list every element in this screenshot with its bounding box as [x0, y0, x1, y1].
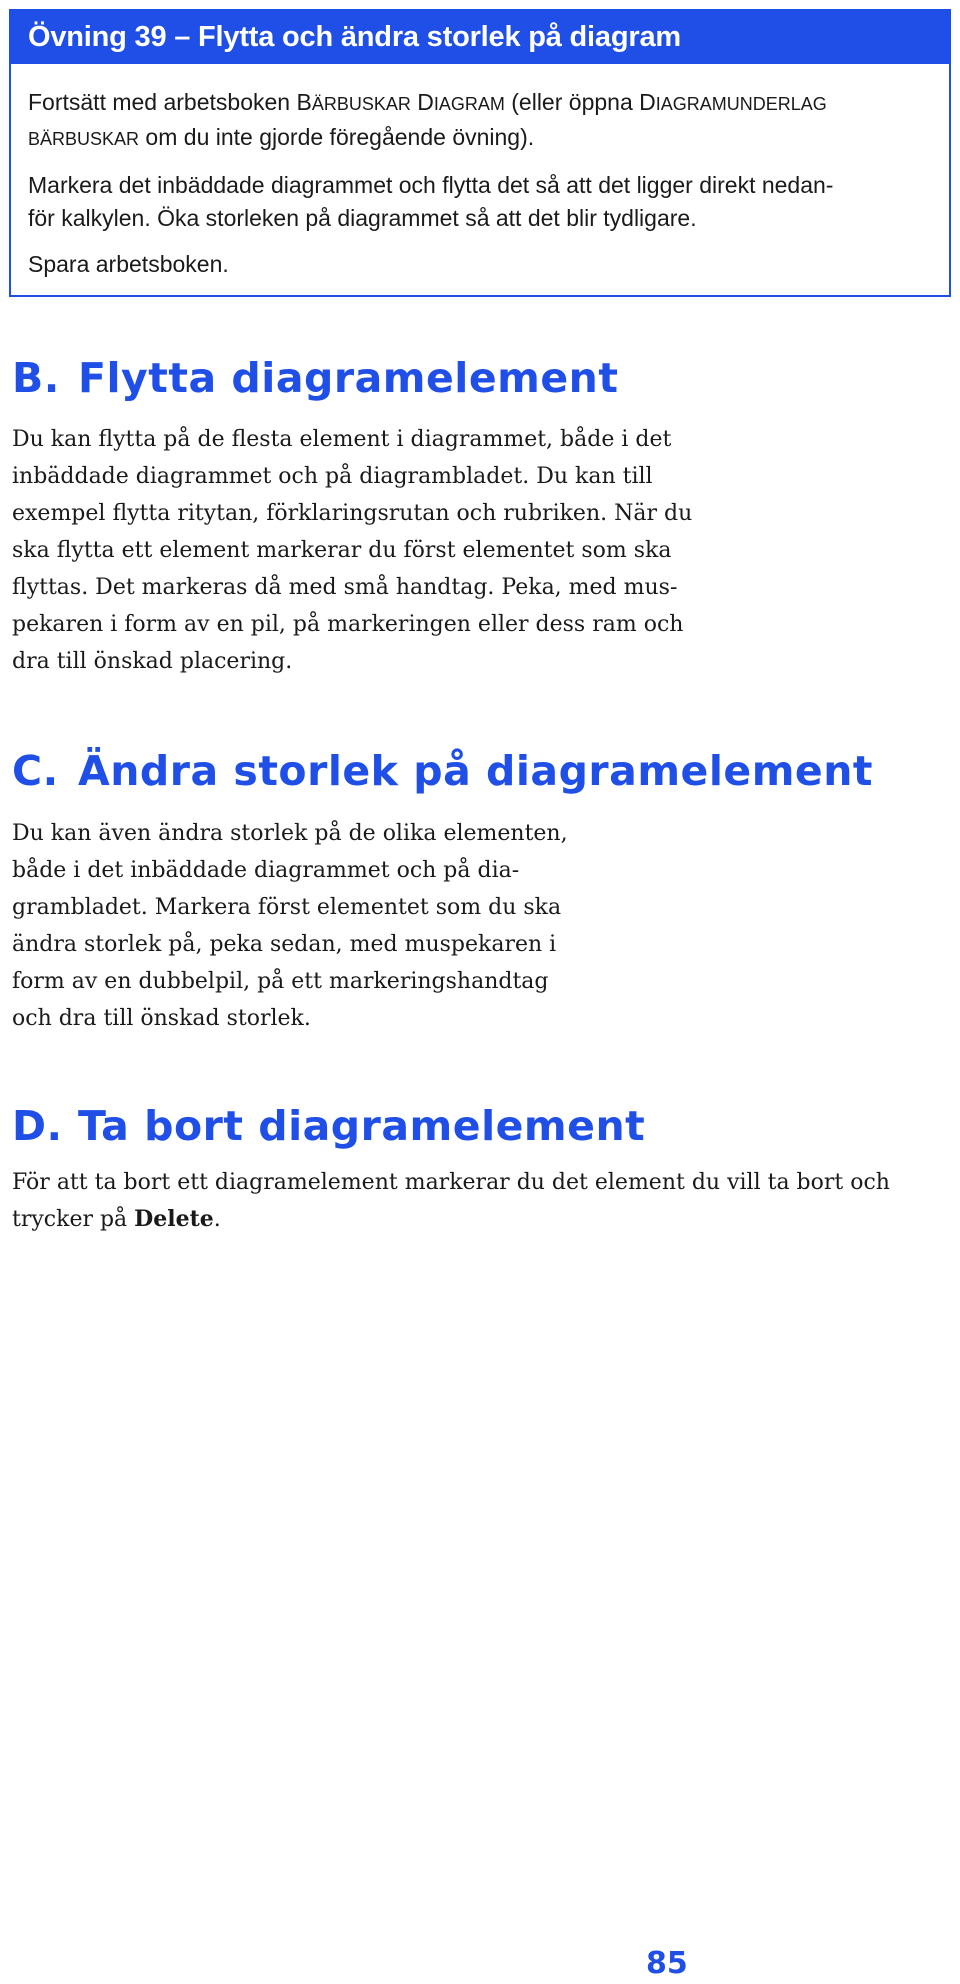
exercise-p2-line1: Markera det inbäddade diagrammet och flytta det så att det ligger direkt nedan-: [28, 172, 834, 198]
text-line: Du kan även ändra storlek på de olika elementen,: [12, 821, 568, 846]
text-line: grambladet. Markera först elementet som du ska: [12, 895, 562, 920]
exercise-p1-text3: om du inte gjorde föregående övning).: [139, 124, 535, 150]
text-line: exempel flytta ritytan, förklaringsrutan och rubriken. När du: [12, 501, 693, 526]
text-line: form av en dubbelpil, på ett markeringshandtag: [12, 969, 549, 994]
section-b-title: Flytta diagramelement: [78, 354, 619, 402]
text-line: ska flytta ett element markerar du först elementet som ska: [12, 538, 672, 563]
section-d-title: Ta bort diagramelement: [78, 1102, 646, 1150]
text-line: För att ta bort ett diagramelement markerar du det element du vill ta bort och: [12, 1170, 890, 1195]
section-c-text: [12, 815, 832, 1037]
section-resize-elements: [12, 745, 874, 1037]
text-line: inbäddade diagrammet och på diagrambladet. Du kan till: [12, 464, 653, 489]
text-line: ändra storlek på, peka sedan, med muspekaren i: [12, 932, 557, 957]
template-name-line2: BÄRBUSKAR: [28, 129, 140, 149]
section-c-letter: C.: [12, 747, 59, 795]
exercise-p1-text2: (eller öppna: [504, 89, 640, 115]
text-line: flyttas. Det markeras då med små handtag. Peka, med mus-: [12, 575, 678, 600]
exercise-p2-line2: för kalkylen. Öka storleken på diagrammet så att det blir tydligare.: [28, 205, 697, 231]
page-number: 85: [646, 1946, 688, 1981]
text-line: Du kan flytta på de flesta element i diagrammet, både i det: [12, 427, 672, 452]
template-name-initial: D: [639, 89, 656, 115]
template-name-rest: IAGRAMUNDERLAG: [655, 94, 827, 114]
text-line-start: trycker på: [12, 1207, 135, 1232]
section-b-heading: [12, 352, 732, 404]
text-line: både i det inbäddade diagrammet och på dia-: [12, 858, 520, 883]
delete-key-name: Delete: [134, 1206, 214, 1232]
section-move-elements: [12, 352, 732, 680]
text-line: och dra till önskad storlek.: [12, 1006, 311, 1031]
workbook-name-rest: ÄRBUSKAR: [311, 94, 411, 114]
workbook-name2-rest: IAGRAM: [433, 94, 505, 114]
exercise-paragraph-2: [28, 169, 931, 235]
workbook-name2-initial: D: [417, 89, 434, 115]
exercise-paragraph-1: [28, 86, 931, 156]
text-line: [12, 1201, 942, 1238]
text-line: dra till önskad placering.: [12, 649, 293, 674]
section-b-letter: B.: [12, 354, 60, 402]
text-line-end: .: [213, 1207, 221, 1232]
section-d-text: [12, 1164, 942, 1238]
exercise-paragraph-3: Spara arbetsboken.: [28, 251, 229, 277]
workbook-name-initial: B: [296, 89, 312, 115]
text-line: pekaren i form av en pil, på markeringen eller dess ram och: [12, 612, 684, 637]
exercise-p1-text: Fortsätt med arbetsboken: [28, 89, 297, 115]
section-d-letter: D.: [12, 1102, 63, 1150]
section-c-title: Ändra storlek på diagramelement: [78, 747, 874, 795]
section-c-heading: [12, 745, 874, 797]
section-d-heading: [12, 1100, 942, 1152]
section-b-text: [12, 421, 732, 680]
exercise-body: [11, 64, 949, 281]
exercise-box: [9, 9, 951, 297]
section-delete-elements: [12, 1100, 942, 1238]
exercise-title: Övning 39 – Flytta och ändra storlek på diagram: [11, 11, 949, 64]
